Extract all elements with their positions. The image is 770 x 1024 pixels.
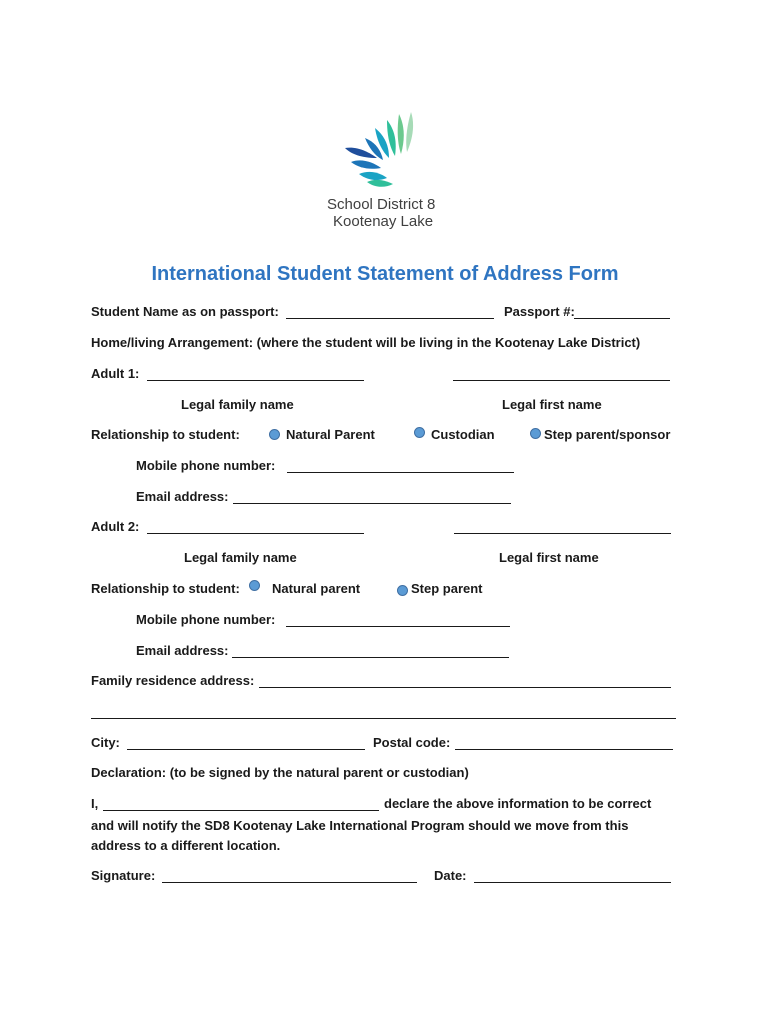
adult1-natural-parent-radio[interactable] [269, 429, 280, 440]
declaration-continuation: and will notify the SD8 Kootenay Lake International Program should we move from this address to a different location. [91, 818, 629, 853]
adult2-email-field[interactable] [232, 657, 509, 658]
family-residence-label: Family residence address: [91, 673, 255, 688]
adult2-email-label: Email address: [136, 643, 229, 658]
passport-label: Passport #: [504, 304, 575, 319]
city-field[interactable] [127, 749, 365, 750]
adult2-label: Adult 2: [91, 519, 140, 534]
adult1-mobile-field[interactable] [287, 472, 514, 473]
adult1-family-name-caption: Legal family name [181, 397, 294, 412]
date-label: Date: [434, 868, 467, 883]
adult1-mobile-label: Mobile phone number: [136, 458, 276, 473]
form-title: International Student Statement of Address Form [151, 263, 619, 285]
signature-field[interactable] [162, 882, 417, 883]
adult1-custodian-radio[interactable] [414, 427, 425, 438]
student-name-label: Student Name as on passport: [91, 304, 279, 319]
adult2-relationship-label: Relationship to student: [91, 581, 240, 596]
adult1-relationship-label: Relationship to student: [91, 427, 240, 442]
adult2-step-parent-label: Step parent [411, 581, 483, 596]
city-label: City: [91, 735, 120, 750]
family-residence-field[interactable] [259, 687, 671, 688]
adult1-label: Adult 1: [91, 366, 140, 381]
adult1-first-name-caption: Legal first name [502, 397, 602, 412]
adult1-natural-parent-label: Natural Parent [286, 427, 375, 442]
logo-leaves-icon [339, 108, 419, 194]
adult2-natural-parent-radio[interactable] [249, 580, 260, 591]
adult1-email-field[interactable] [233, 503, 511, 504]
adult2-mobile-label: Mobile phone number: [136, 612, 276, 627]
postal-code-field[interactable] [455, 749, 673, 750]
adult2-first-name-caption: Legal first name [499, 550, 599, 565]
adult2-natural-parent-label: Natural parent [272, 581, 361, 596]
adult2-first-name-field[interactable] [454, 533, 671, 534]
adult1-first-name-field[interactable] [453, 380, 670, 381]
adult2-step-parent-radio[interactable] [397, 585, 408, 596]
passport-field[interactable] [574, 318, 670, 319]
adult1-email-label: Email address: [136, 489, 229, 504]
signature-label: Signature: [91, 868, 156, 883]
logo-line2: Kootenay Lake [333, 213, 434, 230]
declaration-i-label: I, [91, 796, 99, 811]
postal-code-label: Postal code: [373, 735, 451, 750]
logo-text [327, 196, 447, 230]
arrangement-label: Home/living Arrangement: (where the student will be living in the Kootenay Lake District) [91, 335, 641, 350]
declaration-declare-text: declare the above information to be correct [384, 796, 652, 811]
family-residence-field-line2[interactable] [91, 718, 676, 719]
adult1-step-parent-radio[interactable] [530, 428, 541, 439]
adult1-step-parent-label: Step parent/sponsor [544, 427, 671, 442]
declaration-heading: Declaration: (to be signed by the natural parent or custodian) [91, 765, 469, 780]
student-name-field[interactable] [286, 318, 494, 319]
adult2-mobile-field[interactable] [286, 626, 510, 627]
date-field[interactable] [474, 882, 671, 883]
declarant-name-field[interactable] [103, 810, 379, 811]
logo-line1: School District 8 [327, 196, 436, 213]
adult2-family-name-caption: Legal family name [184, 550, 297, 565]
adult1-family-name-field[interactable] [147, 380, 364, 381]
adult2-family-name-field[interactable] [147, 533, 364, 534]
school-district-logo [325, 108, 445, 232]
adult1-custodian-label: Custodian [431, 427, 495, 442]
